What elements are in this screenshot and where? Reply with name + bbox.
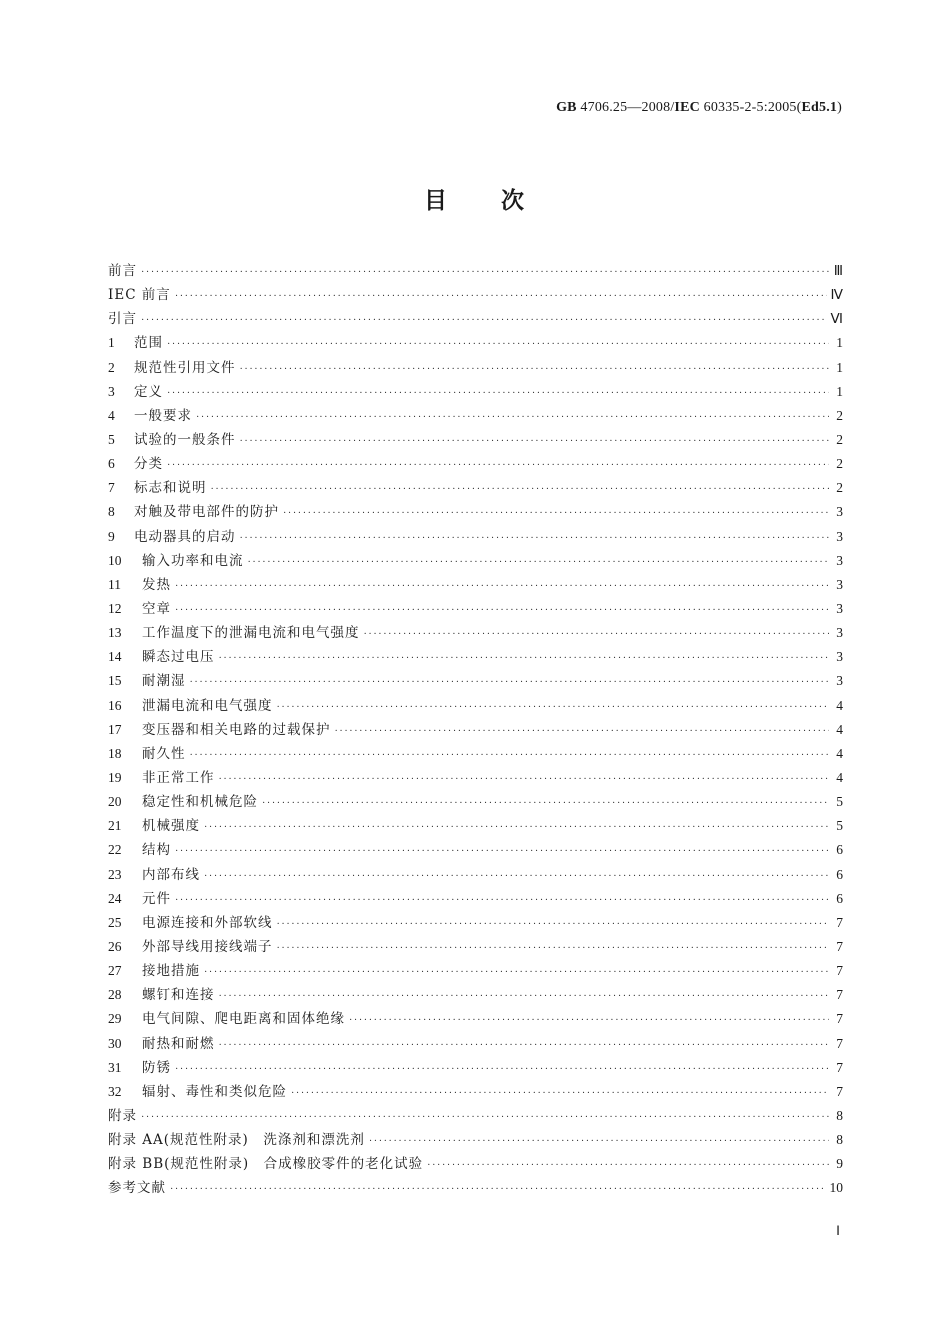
- toc-entry-number: 23: [108, 866, 122, 882]
- toc-entry-label: 防锈: [142, 1059, 171, 1076]
- toc-dot-leader: [248, 551, 830, 575]
- toc-entry-label: 附录 BB(规范性附录) 合成橡胶零件的老化试验: [108, 1156, 424, 1173]
- toc-dot-leader: [204, 816, 829, 840]
- toc-dot-leader: [219, 985, 830, 1009]
- toc-dot-leader: [369, 1130, 829, 1154]
- toc-dot-leader: [196, 406, 829, 430]
- toc-dot-leader: [204, 865, 829, 889]
- toc-entry-number: 9: [108, 528, 115, 544]
- toc-dot-leader: [141, 261, 829, 285]
- toc-entry[interactable]: [108, 476, 843, 500]
- toc-entry-page: 6: [836, 866, 843, 882]
- standard-prefix: GB: [556, 100, 577, 115]
- toc-entry-page: 3: [836, 673, 843, 689]
- toc-dot-leader: [349, 1009, 829, 1033]
- toc-entry[interactable]: [108, 645, 843, 669]
- toc-entry-number: 15: [108, 673, 122, 689]
- toc-dot-leader: [364, 623, 830, 647]
- toc-entry[interactable]: [108, 573, 843, 597]
- toc-entry-page: 3: [836, 649, 843, 665]
- toc-entry-page: Ⅳ: [830, 287, 843, 303]
- toc-entry-label: 耐热和耐燃: [142, 1035, 215, 1052]
- toc-entry-page: 5: [836, 794, 843, 810]
- toc-entry[interactable]: [108, 380, 843, 404]
- document-header: [556, 100, 842, 116]
- toc-entry-page: 8: [836, 1107, 843, 1123]
- toc-entry[interactable]: [108, 525, 843, 549]
- toc-entry-number: 16: [108, 697, 122, 713]
- toc-dot-leader: [175, 575, 829, 599]
- toc-entry[interactable]: [108, 694, 843, 718]
- toc-entry-page: 7: [836, 1059, 843, 1075]
- toc-entry-label: 耐潮湿: [142, 673, 186, 690]
- toc-entry-page: 7: [836, 1035, 843, 1051]
- toc-entry-label: 变压器和相关电路的过载保护: [142, 721, 331, 738]
- toc-dot-leader: [141, 1106, 829, 1130]
- toc-entry[interactable]: [108, 790, 843, 814]
- toc-entry-label: 辐射、毒性和类似危险: [142, 1083, 287, 1100]
- toc-entry-page: 6: [836, 890, 843, 906]
- toc-entry[interactable]: [108, 307, 843, 331]
- toc-entry-label: 附录: [108, 1107, 137, 1124]
- toc-entry[interactable]: [108, 1056, 843, 1080]
- toc-entry-label: IEC 前言: [108, 287, 171, 304]
- toc-dot-leader: [219, 647, 830, 671]
- page-title-char-2: 次: [501, 188, 526, 214]
- toc-entry-label: 内部布线: [142, 866, 200, 883]
- toc-entry-page: 3: [836, 504, 843, 520]
- edition-close: ): [837, 100, 842, 115]
- toc-entry-page: 4: [836, 721, 843, 737]
- toc-entry-label: 外部导线用接线端子: [142, 938, 273, 955]
- toc-entry[interactable]: [108, 935, 843, 959]
- toc-entry-number: 4: [108, 407, 115, 423]
- toc-entry-label: 电动器具的启动: [134, 528, 236, 545]
- toc-entry-page: 4: [836, 697, 843, 713]
- toc-entry-page: 1: [836, 359, 843, 375]
- toc-entry-label: 螺钉和连接: [142, 987, 215, 1004]
- toc-entry[interactable]: [108, 1104, 843, 1128]
- standard-number: 4706.25—2008/: [576, 100, 675, 115]
- toc-dot-leader: [277, 696, 830, 720]
- toc-entry-number: 5: [108, 431, 115, 447]
- toc-entry-label: 稳定性和机械危险: [142, 794, 258, 811]
- toc-entry-page: 3: [836, 552, 843, 568]
- toc-dot-leader: [141, 309, 827, 333]
- toc-entry-number: 30: [108, 1035, 122, 1051]
- toc-entry[interactable]: [108, 863, 843, 887]
- toc-entry-page: Ⅵ: [830, 311, 843, 327]
- toc-entry[interactable]: [108, 428, 843, 452]
- toc-entry-label: 工作温度下的泄漏电流和电气强度: [142, 625, 360, 642]
- toc-entry-page: 3: [836, 625, 843, 641]
- toc-entry-number: 3: [108, 383, 115, 399]
- toc-dot-leader: [219, 768, 830, 792]
- toc-dot-leader: [283, 502, 829, 526]
- toc-entry-page: 1: [836, 335, 843, 351]
- toc-entry-page: 7: [836, 1083, 843, 1099]
- toc-entry-number: 20: [108, 794, 122, 810]
- toc-entry[interactable]: [108, 838, 843, 862]
- toc-dot-leader: [240, 430, 830, 454]
- toc-entry-label: 前言: [108, 263, 137, 279]
- toc-dot-leader: [175, 840, 829, 864]
- toc-entry-page: Ⅲ: [833, 263, 843, 278]
- toc-dot-leader: [175, 599, 829, 623]
- toc-entry[interactable]: [108, 621, 843, 645]
- toc-dot-leader: [175, 285, 827, 309]
- toc-entry-page: 3: [836, 576, 843, 592]
- toc-entry[interactable]: [108, 331, 843, 355]
- toc-entry-number: 19: [108, 769, 122, 785]
- toc-entry-page: 8: [836, 1132, 843, 1148]
- toc-entry-page: 7: [836, 963, 843, 979]
- toc-entry-label: 结构: [142, 842, 171, 859]
- toc-entry-label: 发热: [142, 576, 171, 593]
- toc-entry[interactable]: [108, 1176, 843, 1200]
- toc-dot-leader: [175, 1058, 829, 1082]
- toc-entry[interactable]: [108, 983, 843, 1007]
- toc-entry-label: 电气间隙、爬电距离和固体绝缘: [142, 1011, 345, 1028]
- toc-entry-number: 28: [108, 987, 122, 1003]
- iec-prefix: IEC: [674, 100, 700, 115]
- toc-entry-page: 4: [836, 745, 843, 761]
- toc-entry-page: 1: [836, 383, 843, 399]
- toc-entry-number: 10: [108, 552, 122, 568]
- toc-entry-label: 引言: [108, 311, 137, 328]
- toc-dot-leader: [262, 792, 829, 816]
- toc-entry-label: 一般要求: [134, 407, 192, 424]
- toc-entry[interactable]: [108, 1032, 843, 1056]
- toc-dot-leader: [427, 1154, 829, 1178]
- toc-entry[interactable]: [108, 597, 843, 621]
- toc-entry-label: 对触及带电部件的防护: [134, 504, 279, 521]
- toc-entry-label: 试验的一般条件: [134, 431, 236, 448]
- page-title: [0, 182, 950, 215]
- toc-entry-page: 3: [836, 528, 843, 544]
- toc-entry-label: 电源连接和外部软线: [142, 914, 273, 931]
- toc-entry-page: 7: [836, 914, 843, 930]
- toc-entry[interactable]: [108, 500, 843, 524]
- edition: Ed5.1: [801, 100, 838, 115]
- toc-dot-leader: [211, 478, 830, 502]
- toc-entry-label: 瞬态过电压: [142, 649, 215, 666]
- toc-entry-page: 3: [836, 600, 843, 616]
- toc-entry[interactable]: [108, 356, 843, 380]
- toc-entry-number: 22: [108, 842, 122, 858]
- toc-entry[interactable]: [108, 887, 843, 911]
- toc-dot-leader: [240, 358, 830, 382]
- toc-entry-number: 31: [108, 1059, 122, 1075]
- toc-entry-label: 标志和说明: [134, 480, 207, 497]
- toc-entry-number: 27: [108, 963, 122, 979]
- toc-entry-page: 2: [836, 480, 843, 496]
- toc-dot-leader: [190, 744, 830, 768]
- toc-entry-number: 26: [108, 938, 122, 954]
- toc-entry[interactable]: [108, 452, 843, 476]
- toc-dot-leader: [190, 671, 830, 695]
- toc-dot-leader: [219, 1034, 830, 1058]
- toc-entry-number: 8: [108, 504, 115, 520]
- toc-dot-leader: [277, 913, 830, 937]
- toc-dot-leader: [167, 382, 829, 406]
- toc-entry-page: 7: [836, 987, 843, 1003]
- toc-dot-leader: [291, 1082, 829, 1106]
- footer-page-number: Ⅰ: [836, 1223, 840, 1238]
- toc-entry-label: 附录 AA(规范性附录) 洗涤剂和漂洗剂: [108, 1132, 365, 1149]
- toc-entry[interactable]: [108, 1152, 843, 1176]
- toc-entry[interactable]: [108, 1007, 843, 1031]
- toc-dot-leader: [167, 333, 829, 357]
- toc-entry-number: 6: [108, 456, 115, 472]
- toc-entry-number: 32: [108, 1083, 122, 1099]
- toc-entry-label: 参考文献: [108, 1180, 166, 1197]
- toc-entry-page: 10: [829, 1180, 843, 1196]
- toc-entry-number: 14: [108, 649, 122, 665]
- toc-entry-label: 范围: [134, 335, 163, 352]
- toc-entry-number: 18: [108, 745, 122, 761]
- toc-entry-page: 6: [836, 842, 843, 858]
- toc-dot-leader: [167, 454, 829, 478]
- toc-entry[interactable]: [108, 1080, 843, 1104]
- toc-entry-label: 机械强度: [142, 818, 200, 835]
- toc-dot-leader: [335, 720, 830, 744]
- toc-entry-number: 12: [108, 600, 122, 616]
- toc-dot-leader: [204, 961, 829, 985]
- toc-entry-label: 定义: [134, 383, 163, 400]
- toc-entry-label: 分类: [134, 456, 163, 473]
- toc-entry-label: 规范性引用文件: [134, 359, 236, 376]
- toc-entry-page: 7: [836, 1011, 843, 1027]
- toc-entry-page: 5: [836, 818, 843, 834]
- toc-entry-label: 非正常工作: [142, 769, 215, 786]
- toc-dot-leader: [170, 1178, 826, 1202]
- toc-entry[interactable]: [108, 259, 843, 283]
- toc-entry-number: 29: [108, 1011, 122, 1027]
- toc-entry[interactable]: [108, 742, 843, 766]
- toc-entry-label: 元件: [142, 890, 171, 907]
- toc-entry-page: 2: [836, 431, 843, 447]
- toc-entry[interactable]: [108, 669, 843, 693]
- toc-entry[interactable]: [108, 718, 843, 742]
- toc-entry-number: 24: [108, 890, 122, 906]
- toc-entry[interactable]: [108, 283, 843, 307]
- toc-entry-number: 11: [108, 576, 121, 592]
- toc-entry[interactable]: [108, 814, 843, 838]
- toc-entry-number: 21: [108, 818, 122, 834]
- toc-entry-page: 2: [836, 407, 843, 423]
- toc-entry[interactable]: [108, 959, 843, 983]
- toc-entry-number: 2: [108, 359, 115, 375]
- toc-entry[interactable]: [108, 911, 843, 935]
- toc-entry-page: 2: [836, 456, 843, 472]
- toc-entry[interactable]: [108, 766, 843, 790]
- toc-entry-label: 输入功率和电流: [142, 552, 244, 569]
- toc-dot-leader: [240, 527, 830, 551]
- toc-entry-page: 4: [836, 769, 843, 785]
- toc-entry-label: 接地措施: [142, 963, 200, 980]
- toc-entry-number: 25: [108, 914, 122, 930]
- table-of-contents: [108, 259, 843, 1200]
- toc-entry-label: 泄漏电流和电气强度: [142, 697, 273, 714]
- toc-entry-number: 1: [108, 335, 115, 351]
- toc-dot-leader: [175, 889, 829, 913]
- toc-entry-number: 17: [108, 721, 122, 737]
- toc-entry[interactable]: [108, 1128, 843, 1152]
- toc-entry[interactable]: [108, 549, 843, 573]
- toc-entry-page: 7: [836, 938, 843, 954]
- toc-dot-leader: [277, 937, 830, 961]
- toc-entry-label: 耐久性: [142, 745, 186, 762]
- iec-number: 60335-2-5:2005(: [699, 100, 802, 115]
- toc-entry-number: 7: [108, 480, 115, 496]
- toc-entry-label: 空章: [142, 600, 171, 617]
- page-title-char-1: 目: [424, 188, 449, 214]
- toc-entry[interactable]: [108, 404, 843, 428]
- toc-entry-number: 13: [108, 625, 122, 641]
- toc-entry-page: 9: [836, 1156, 843, 1172]
